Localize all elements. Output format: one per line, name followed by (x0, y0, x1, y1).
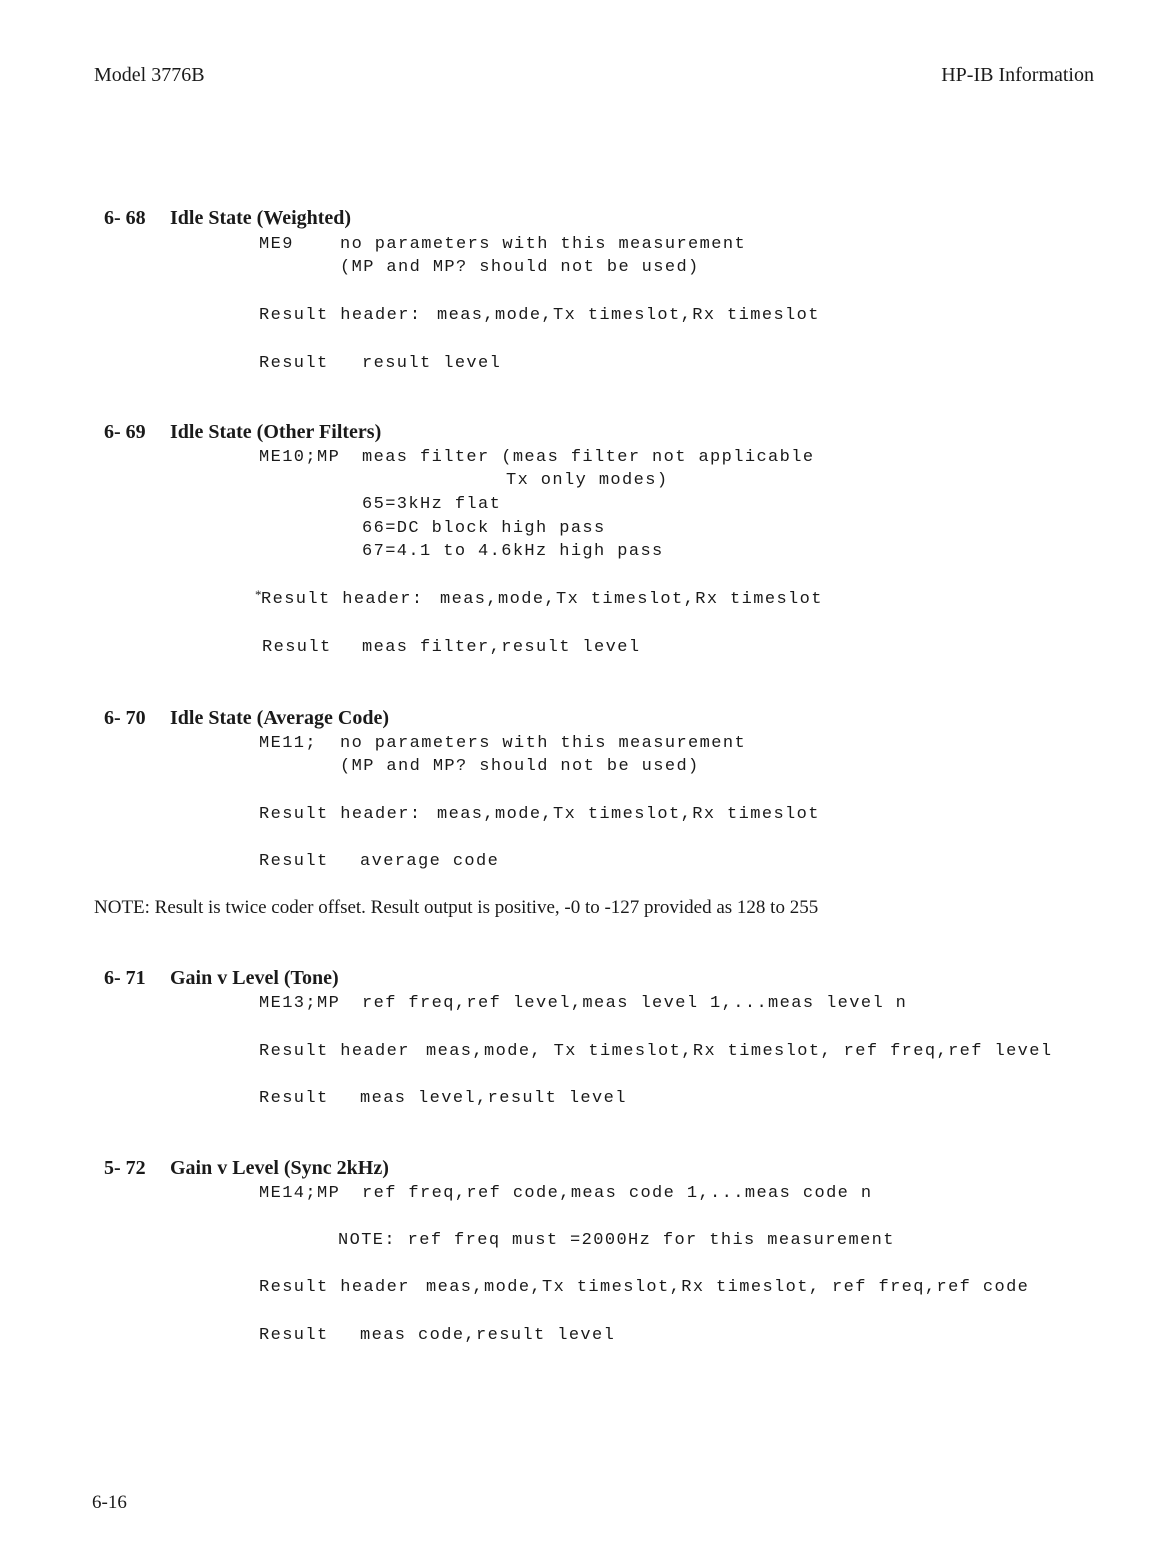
command-code: ME13;MP (259, 994, 341, 1013)
result-text: meas filter,result level (362, 638, 641, 657)
section-heading (94, 944, 339, 990)
result-header-text: meas,mode,Tx timeslot,Rx timeslot (440, 590, 823, 609)
section-heading (94, 398, 381, 444)
command-text: ref freq,ref level,meas level 1,...meas level n (362, 994, 908, 1013)
page-number: 6-16 (92, 1492, 127, 1513)
command-code: ME10;MP (259, 448, 341, 467)
result-header-text: meas,mode,Tx timeslot,Rx timeslot (437, 306, 820, 325)
result-text: result level (362, 354, 502, 373)
section-number: 6- 68 (104, 207, 146, 229)
section-number: 5- 72 (104, 1157, 146, 1179)
command-text: Tx only modes) (506, 471, 669, 490)
command-text: (MP and MP? should not be used) (340, 258, 700, 277)
result-label: Result (259, 1089, 329, 1108)
result-label: Result (262, 638, 332, 657)
section-title: Idle State (Average Code) (170, 707, 390, 729)
result-header-text: meas,mode, Tx timeslot,Rx timeslot, ref freq,ref level (426, 1042, 1053, 1061)
asterisk-mark: * (255, 587, 262, 602)
result-text: average code (360, 852, 500, 871)
result-header-label: Result header: (259, 805, 422, 824)
result-label: Result (259, 852, 329, 871)
command-code: ME9 (259, 235, 294, 254)
section-title: Idle State (Other Filters) (170, 421, 382, 443)
section-heading (94, 684, 389, 730)
command-text: meas filter (meas filter not applicable (362, 448, 815, 467)
note-text: NOTE: Result is twice coder offset. Result output is positive, -0 to -127 provided as 128 to 255 (94, 897, 819, 918)
result-header-label: Result header (259, 1042, 410, 1061)
section-number: 6- 70 (104, 707, 146, 729)
result-label: Result (259, 354, 329, 373)
section-heading (94, 184, 351, 230)
command-text: no parameters with this measurement (340, 734, 747, 753)
result-header-text: meas,mode,Tx timeslot,Rx timeslot (437, 805, 820, 824)
command-code: ME14;MP (259, 1184, 341, 1203)
result-label: Result (259, 1326, 329, 1345)
filter-option: 66=DC block high pass (362, 519, 606, 538)
section-title: Gain v Level (Sync 2kHz) (170, 1157, 389, 1179)
header-model: Model 3776B (94, 64, 205, 86)
section-number: 6- 69 (104, 421, 146, 443)
section-title: Idle State (Weighted) (170, 207, 352, 229)
command-text: (MP and MP? should not be used) (340, 757, 700, 776)
result-text: meas code,result level (360, 1326, 616, 1345)
command-text: no parameters with this measurement (340, 235, 747, 254)
result-text: meas level,result level (360, 1089, 627, 1108)
section-number: 6- 71 (104, 967, 146, 989)
section-heading (94, 1134, 389, 1180)
filter-option: 65=3kHz flat (362, 495, 502, 514)
result-header-label: Result header (259, 1278, 410, 1297)
result-header-label: Result header: (259, 306, 422, 325)
header-section-title: HP-IB Information (941, 64, 1094, 86)
result-header-label: Result header: (261, 590, 424, 609)
filter-option: 67=4.1 to 4.6kHz high pass (362, 542, 664, 561)
command-code: ME11; (259, 734, 318, 753)
result-header-text: meas,mode,Tx timeslot,Rx timeslot, ref freq,ref code (426, 1278, 1030, 1297)
command-note: NOTE: ref freq must =2000Hz for this measurement (338, 1231, 895, 1250)
section-title: Gain v Level (Tone) (170, 967, 339, 989)
command-text: ref freq,ref code,meas code 1,...meas code n (362, 1184, 873, 1203)
